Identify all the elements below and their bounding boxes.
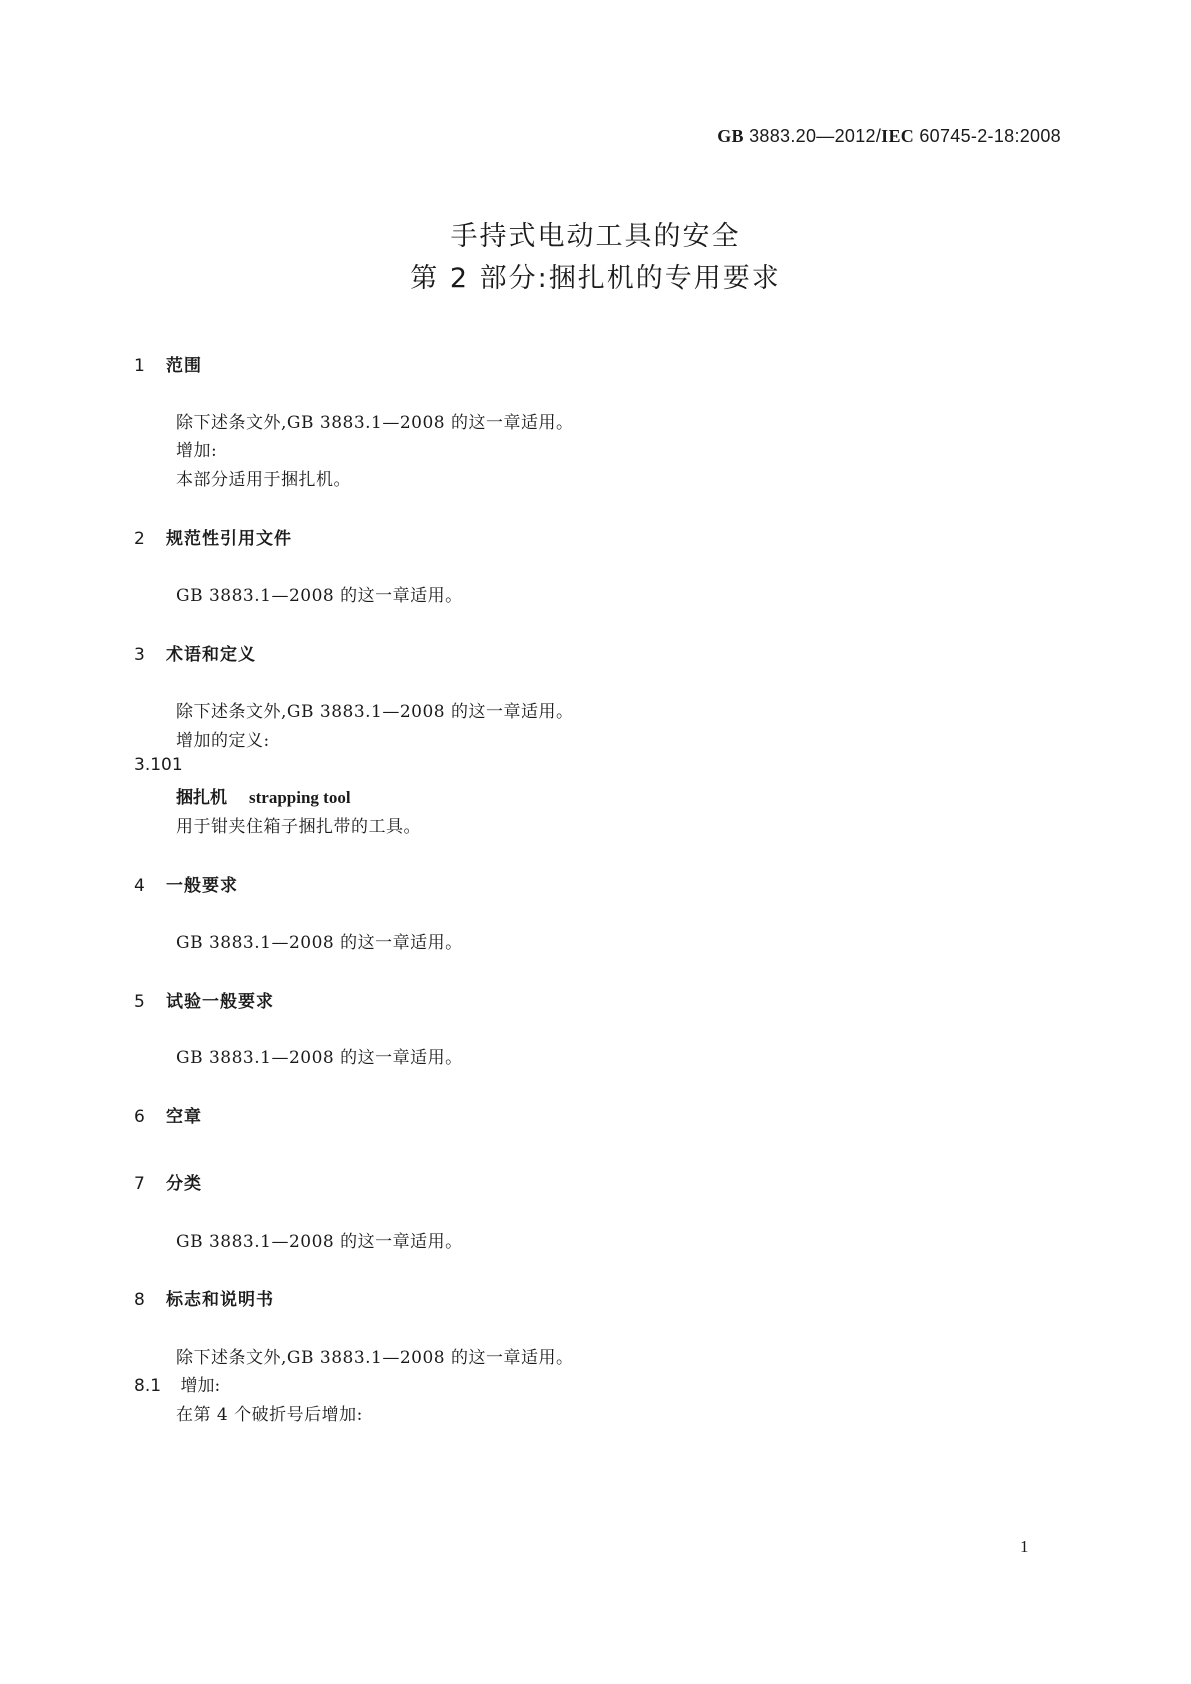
clause-5-heading (134, 987, 274, 1012)
term-chinese: 捆扎机 (176, 788, 227, 808)
clause-7-heading (134, 1169, 202, 1194)
page-number: 1 (1020, 1537, 1029, 1556)
subclause-3-101-number: 3.101 (134, 755, 183, 775)
clause-1-para-2: 增加: (176, 441, 218, 461)
clause-number: 6 (134, 1107, 146, 1127)
document-title-line1: 手持式电动工具的安全 (450, 221, 741, 252)
clause-title: 规范性引用文件 (166, 529, 292, 549)
clause-title: 范围 (166, 356, 202, 376)
clause-number: 2 (134, 529, 146, 549)
clause-3-para-1: 除下述条文外,GB 3883.1—2008 的这一章适用。 (176, 702, 574, 722)
term-entry (176, 783, 351, 808)
standard-code-iec-number: 60745-2-18:2008 (919, 126, 1061, 146)
clause-title: 标志和说明书 (166, 1290, 274, 1310)
clause-number: 8 (134, 1290, 146, 1310)
clause-5-para-1: GB 3883.1—2008 的这一章适用。 (176, 1048, 463, 1068)
clause-title: 分类 (166, 1174, 202, 1194)
clause-title: 一般要求 (166, 876, 238, 896)
standard-code (717, 126, 1061, 147)
clause-2-para-1: GB 3883.1—2008 的这一章适用。 (176, 586, 463, 606)
term-definition: 用于钳夹住箱子捆扎带的工具。 (176, 817, 421, 837)
subclause-8-1-number: 8.1 (134, 1376, 162, 1396)
clause-6-heading (134, 1102, 202, 1127)
clause-1-para-3: 本部分适用于捆扎机。 (176, 470, 351, 490)
standard-code-gb: GB (717, 126, 744, 146)
document-title-line2: 第 2 部分:捆扎机的专用要求 (410, 263, 781, 294)
standard-code-iec: IEC (881, 126, 915, 146)
clause-title: 试验一般要求 (166, 992, 274, 1012)
clause-8-heading (134, 1285, 274, 1310)
clause-number: 4 (134, 876, 146, 896)
standard-code-number: 3883.20—2012/ (749, 126, 882, 146)
subclause-8-1-text: 增加: (180, 1376, 221, 1396)
clause-8-para-1: 除下述条文外,GB 3883.1—2008 的这一章适用。 (176, 1348, 574, 1368)
clause-number: 5 (134, 992, 146, 1012)
subclause-8-1 (134, 1371, 220, 1396)
clause-1-heading (134, 351, 202, 376)
clause-title: 术语和定义 (166, 645, 256, 665)
clause-number: 3 (134, 645, 146, 665)
clause-number: 1 (134, 356, 146, 376)
clause-4-heading (134, 871, 238, 896)
clause-number: 7 (134, 1174, 146, 1194)
clause-4-para-1: GB 3883.1—2008 的这一章适用。 (176, 933, 463, 953)
clause-3-heading (134, 640, 256, 665)
clause-3-para-2: 增加的定义: (176, 731, 270, 751)
term-english: strapping tool (249, 788, 351, 807)
clause-title: 空章 (166, 1107, 202, 1127)
clause-7-para-1: GB 3883.1—2008 的这一章适用。 (176, 1232, 463, 1252)
clause-2-heading (134, 524, 292, 549)
clause-1-para-1: 除下述条文外,GB 3883.1—2008 的这一章适用。 (176, 413, 574, 433)
subclause-8-1-follow: 在第 4 个破折号后增加: (176, 1405, 363, 1425)
